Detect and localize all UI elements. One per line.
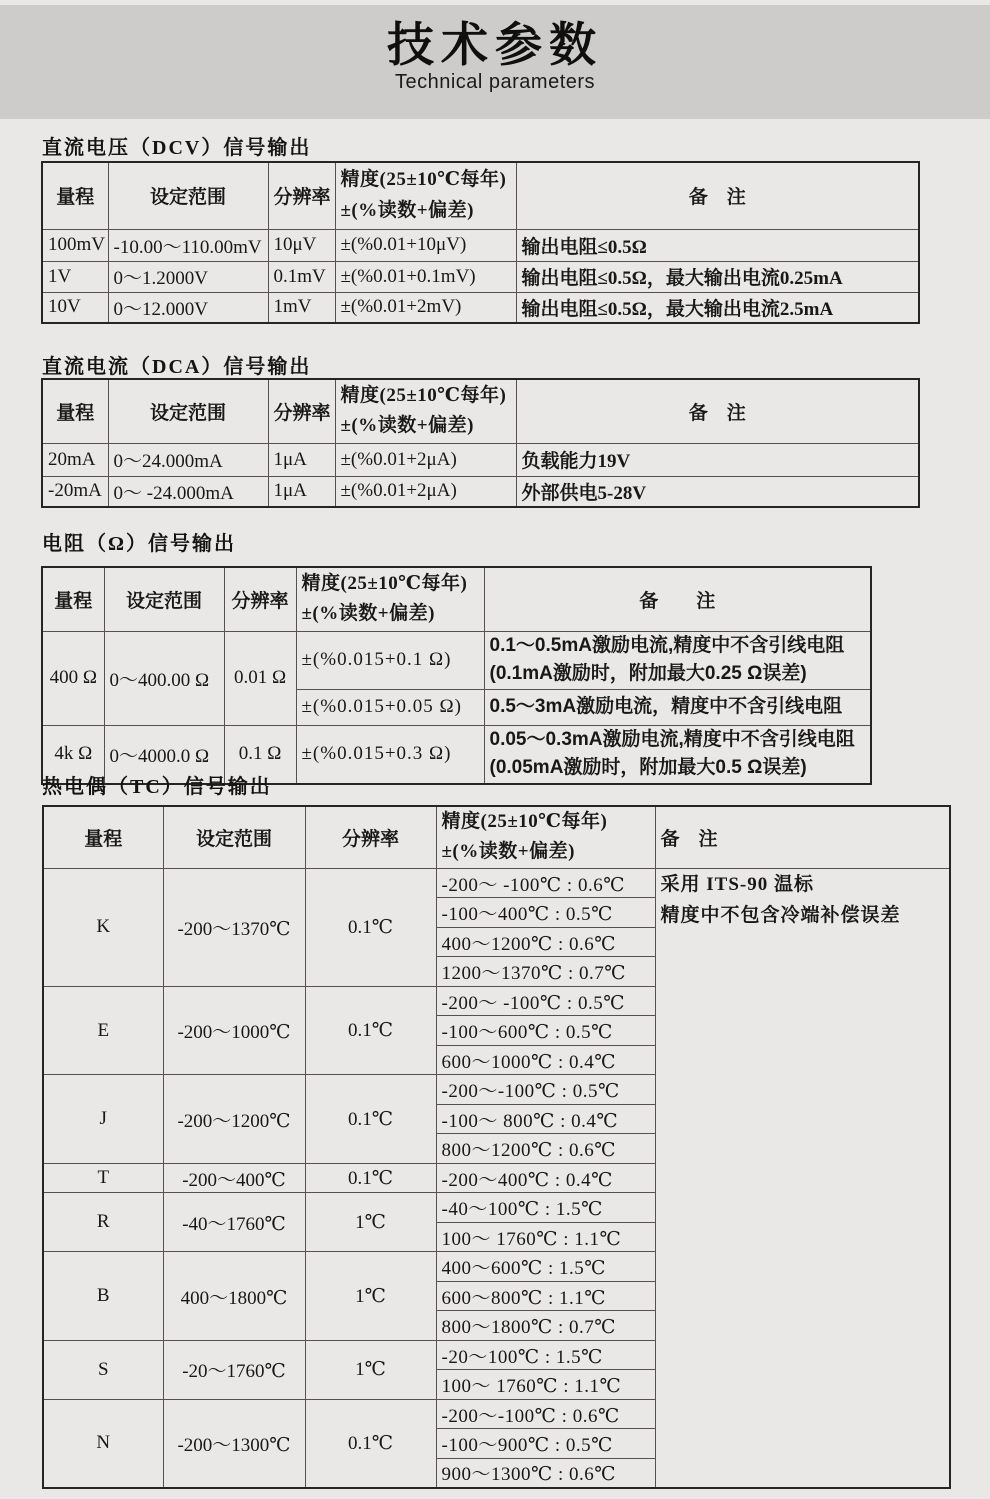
accuracy-header-line1: 精度(25±10℃每年) (340, 169, 507, 191)
cell-remark: 输出电阻≤0.5Ω (516, 229, 919, 261)
table-header-row (42, 567, 871, 631)
cell-accuracy-segment: 900～1300℃ : 0.6℃ (436, 1458, 655, 1488)
cell-type: S (43, 1340, 163, 1399)
col-header-accuracy (436, 806, 655, 868)
table-row (42, 229, 919, 261)
cell-resolution: 1℃ (305, 1340, 436, 1399)
page-subtitle: Technical parameters (394, 71, 596, 94)
col-header-setting: 设定范围 (163, 806, 305, 868)
cell-setting: 400～1800℃ (163, 1252, 305, 1341)
cell-setting: 0～12.000V (108, 292, 268, 323)
cell-remark: 负载能力19V (516, 443, 919, 476)
cell-setting: -200～1200℃ (163, 1075, 305, 1164)
cell-resolution: 0.1℃ (305, 868, 436, 986)
col-header-setting: 设定范围 (108, 379, 268, 443)
cell-setting: 0～4000.0 Ω (104, 725, 224, 784)
cell-accuracy-segment: -200～-100℃ : 0.6℃ (436, 1399, 655, 1429)
accuracy-header-line2: ±(%读数+偏差) (301, 603, 435, 625)
cell-accuracy: ±(%0.015+0.3 Ω) (296, 725, 484, 784)
cell-type: N (43, 1399, 163, 1488)
cell-accuracy-segment: -200～400℃ : 0.4℃ (436, 1163, 655, 1193)
cell-remark (484, 689, 871, 725)
cell-accuracy-segment: 600～1000℃ : 0.4℃ (436, 1045, 655, 1075)
ohm-table (41, 566, 872, 785)
section-title-tc: 热电偶（TC）信号输出 (42, 776, 272, 798)
cell-accuracy-segment: -20～100℃ : 1.5℃ (436, 1340, 655, 1370)
cell-resolution: 0.1 Ω (224, 725, 296, 784)
dca-table (41, 378, 920, 508)
cell-accuracy-segment: -100～400℃ : 0.5℃ (436, 898, 655, 928)
col-header-accuracy (335, 379, 516, 443)
cell-resolution: 1mV (268, 292, 335, 323)
accuracy-header-line2: ±(%读数+偏差) (340, 199, 474, 221)
cell-type: B (43, 1252, 163, 1341)
cell-accuracy-segment: 800～1800℃ : 0.7℃ (436, 1311, 655, 1341)
cell-accuracy-segment: -40～100℃ : 1.5℃ (436, 1193, 655, 1223)
cell-resolution: 1μA (268, 476, 335, 507)
col-header-accuracy (296, 567, 484, 631)
cell-accuracy-segment: 1200～1370℃ : 0.7℃ (436, 957, 655, 987)
col-header-accuracy (335, 162, 516, 229)
cell-range: -20mA (42, 476, 108, 507)
cell-resolution: 10μV (268, 229, 335, 261)
cell-accuracy-segment: 600～800℃ : 1.1℃ (436, 1281, 655, 1311)
col-header-resolution: 分辨率 (268, 379, 335, 443)
tc-table (42, 805, 951, 1489)
cell-resolution: 0.1℃ (305, 1075, 436, 1164)
table-header-row (42, 162, 919, 229)
cell-accuracy: ±(%0.015+0.1 Ω) (296, 631, 484, 689)
cell-type: J (43, 1075, 163, 1164)
remark-line2: (0.1mA激励时，附加最大0.25 Ω误差) (489, 663, 807, 684)
cell-accuracy-segment: 100～ 1760℃ : 1.1℃ (436, 1222, 655, 1252)
col-header-resolution: 分辨率 (305, 806, 436, 868)
cell-setting: -200～1300℃ (163, 1399, 305, 1488)
cell-setting: 0～1.2000V (108, 261, 268, 292)
cell-accuracy-segment: -200～ -100℃ : 0.5℃ (436, 986, 655, 1016)
section-title-dcv: 直流电压（DCV）信号输出 (42, 137, 312, 159)
cell-range: 10V (42, 292, 108, 323)
cell-resolution: 0.1℃ (305, 1399, 436, 1488)
remark-line1: 0.1～0.5mA激励电流,精度中不含引线电阻 (489, 634, 845, 656)
cell-accuracy: ±(%0.01+0.1mV) (335, 261, 516, 292)
cell-setting: 0～400.00 Ω (104, 631, 224, 725)
cell-accuracy-segment: 400～1200℃ : 0.6℃ (436, 927, 655, 957)
cell-remark: 外部供电5-28V (516, 476, 919, 507)
cell-resolution: 0.1℃ (305, 986, 436, 1075)
table-row (42, 476, 919, 507)
col-header-remark: 备 注 (516, 379, 919, 443)
cell-resolution: 0.01 Ω (224, 631, 296, 725)
remark-line1: 0.5～3mA激励电流，精度中不含引线电阻 (489, 695, 843, 717)
cell-accuracy: ±(%0.01+10μV) (335, 229, 516, 261)
cell-setting: 0～24.000mA (108, 443, 268, 476)
remark-line1: 0.05～0.3mA激励电流,精度中不含引线电阻 (489, 728, 855, 750)
remark-line1: 采用 ITS-90 温标 (660, 873, 814, 895)
cell-accuracy-segment: -100～ 800℃ : 0.4℃ (436, 1104, 655, 1134)
cell-accuracy: ±(%0.01+2μA) (335, 443, 516, 476)
col-header-range: 量程 (42, 162, 108, 229)
cell-accuracy: ±(%0.01+2mV) (335, 292, 516, 323)
cell-accuracy-segment: -100～900℃ : 0.5℃ (436, 1429, 655, 1459)
cell-setting: -200～1000℃ (163, 986, 305, 1075)
table-row (43, 868, 950, 898)
cell-type: R (43, 1193, 163, 1252)
cell-setting: -200～1370℃ (163, 868, 305, 986)
remark-line2: 精度中不包含冷端补偿误差 (660, 904, 901, 926)
cell-range: 4k Ω (42, 725, 104, 784)
col-header-range: 量程 (42, 379, 108, 443)
cell-remark (484, 725, 871, 784)
col-header-resolution: 分辨率 (268, 162, 335, 229)
accuracy-header-line2: ±(%读数+偏差) (340, 415, 474, 437)
col-header-setting: 设定范围 (104, 567, 224, 631)
cell-accuracy-segment: 800～1200℃ : 0.6℃ (436, 1134, 655, 1164)
cell-range: 20mA (42, 443, 108, 476)
cell-range: 1V (42, 261, 108, 292)
cell-type: K (43, 868, 163, 986)
col-header-range: 量程 (43, 806, 163, 868)
col-header-range: 量程 (42, 567, 104, 631)
cell-accuracy: ±(%0.01+2μA) (335, 476, 516, 507)
accuracy-header-line2: ±(%读数+偏差) (441, 841, 575, 863)
remark-line2: (0.05mA激励时，附加最大0.5 Ω误差) (489, 757, 807, 778)
cell-type: T (43, 1163, 163, 1193)
table-row (42, 292, 919, 323)
cell-resolution: 0.1℃ (305, 1163, 436, 1193)
cell-accuracy-segment: -200～-100℃ : 0.5℃ (436, 1075, 655, 1105)
cell-resolution: 1℃ (305, 1193, 436, 1252)
cell-resolution: 1μA (268, 443, 335, 476)
cell-range: 400 Ω (42, 631, 104, 725)
cell-resolution: 0.1mV (268, 261, 335, 292)
table-row (42, 443, 919, 476)
cell-resolution: 1℃ (305, 1252, 436, 1341)
cell-setting: -200～400℃ (163, 1163, 305, 1193)
cell-accuracy-segment: -200～ -100℃ : 0.6℃ (436, 868, 655, 898)
table-header-row (43, 806, 950, 868)
cell-remark (484, 631, 871, 689)
dcv-table (41, 161, 920, 324)
cell-remark: 输出电阻≤0.5Ω，最大输出电流2.5mA (516, 292, 919, 323)
section-title-ohm: 电阻（Ω）信号输出 (42, 533, 237, 555)
cell-range: 100mV (42, 229, 108, 261)
accuracy-header-line1: 精度(25±10℃每年) (441, 811, 608, 832)
table-header-row (42, 379, 919, 443)
section-title-dca: 直流电流（DCA）信号输出 (42, 356, 312, 378)
page-title: 技术参数 (387, 18, 603, 71)
col-header-remark: 备 注 (484, 567, 871, 631)
cell-remark: 输出电阻≤0.5Ω，最大输出电流0.25mA (516, 261, 919, 292)
col-header-remark: 备 注 (516, 162, 919, 229)
table-row (42, 631, 871, 689)
cell-accuracy-segment: 400～600℃ : 1.5℃ (436, 1252, 655, 1282)
table-row (42, 261, 919, 292)
cell-setting: 0～ -24.000mA (108, 476, 268, 507)
cell-remark (655, 868, 950, 1488)
cell-accuracy: ±(%0.015+0.05 Ω) (296, 689, 484, 725)
col-header-setting: 设定范围 (108, 162, 268, 229)
col-header-remark: 备 注 (655, 806, 950, 868)
accuracy-header-line1: 精度(25±10℃每年) (301, 572, 468, 594)
cell-accuracy-segment: -100～600℃ : 0.5℃ (436, 1016, 655, 1046)
cell-setting: -20～1760℃ (163, 1340, 305, 1399)
cell-type: E (43, 986, 163, 1075)
col-header-resolution: 分辨率 (224, 567, 296, 631)
cell-setting: -40～1760℃ (163, 1193, 305, 1252)
cell-setting: -10.00～110.00mV (108, 229, 268, 261)
cell-accuracy-segment: 100～ 1760℃ : 1.1℃ (436, 1370, 655, 1400)
header-banner (0, 5, 990, 119)
accuracy-header-line1: 精度(25±10℃每年) (340, 384, 507, 406)
